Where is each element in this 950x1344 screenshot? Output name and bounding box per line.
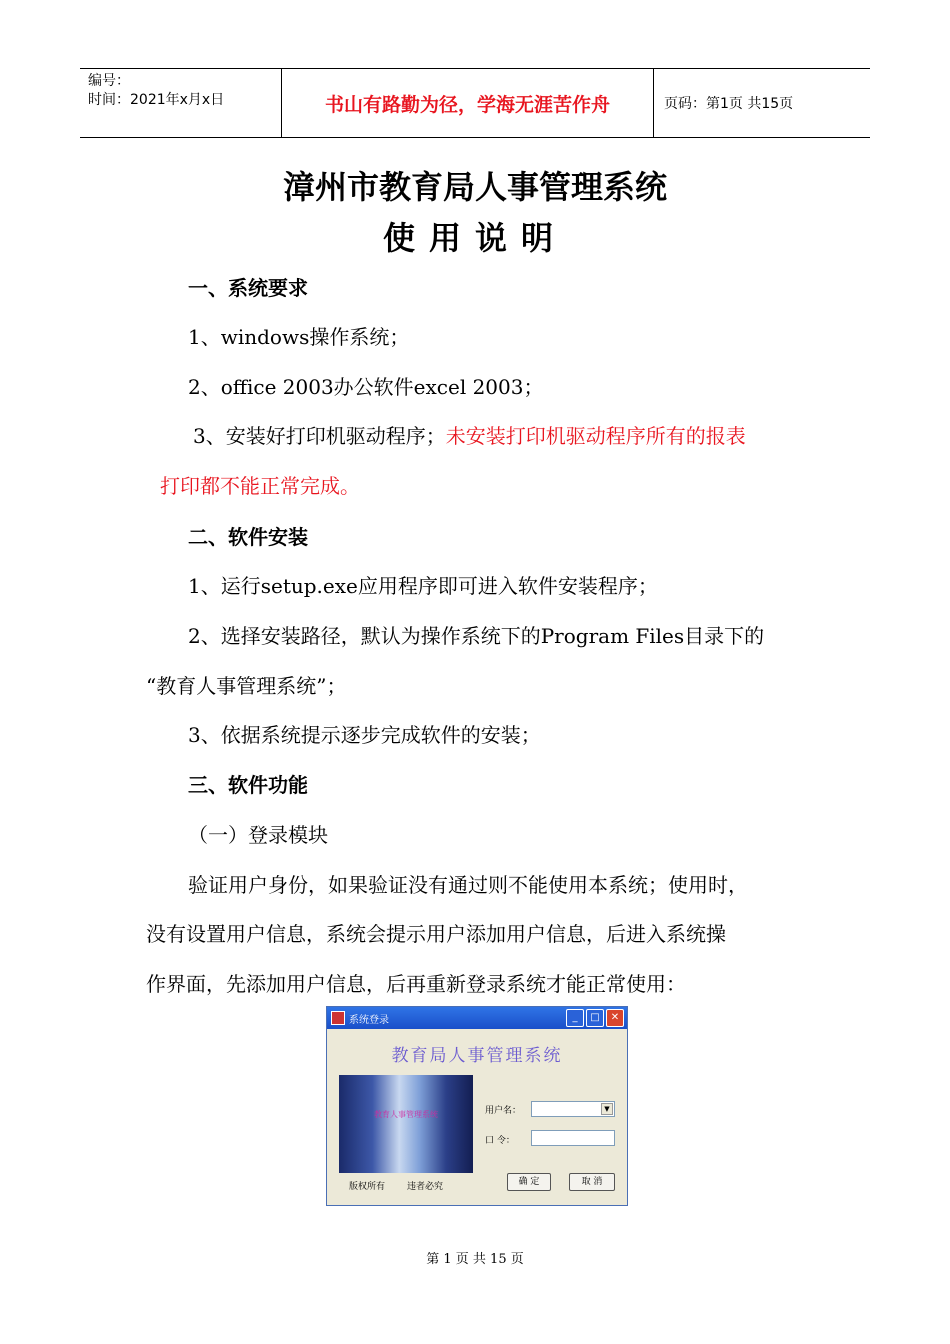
s1-item-1: 1、windows操作系统； <box>188 325 410 349</box>
password-input[interactable] <box>531 1130 615 1146</box>
header-motto: 书山有路勤为径，学海无涯苦作舟 <box>282 69 654 137</box>
s3-para-line-3: 作界面，先添加用户信息，后再重新登录系统才能正常使用： <box>146 972 686 996</box>
s3-para-line-1: 验证用户身份，如果验证没有通过则不能使用本系统；使用时， <box>188 873 748 897</box>
minimize-icon[interactable]: _ <box>566 1009 584 1027</box>
login-window-title: 系统登录 <box>349 1014 389 1026</box>
copyright-text: 版权所有 <box>349 1182 386 1192</box>
s3-subheading-1: （一）登录模块 <box>188 823 328 847</box>
section-3-heading: 三、软件功能 <box>188 773 308 797</box>
s1-item-3-text: 3、安装好打印机驱动程序； <box>193 424 446 448</box>
s1-item-3-warning-cont: 打印都不能正常完成。 <box>160 474 360 498</box>
password-label: 口 令： <box>485 1136 515 1146</box>
header-page-info: 页码：第1页 共15页 <box>664 96 794 112</box>
time-label: 时间：2021年x月x日 <box>88 92 225 108</box>
username-select[interactable] <box>531 1101 615 1117</box>
warning-text: 违者必究 <box>407 1182 444 1192</box>
s2-item-2-cont: “教育人事管理系统”； <box>146 674 347 698</box>
ok-button[interactable]: 确 定 <box>507 1173 551 1191</box>
page-footer: 第 1 页 共 15 页 <box>426 1252 524 1267</box>
username-label: 用户名： <box>485 1106 522 1116</box>
header-table <box>80 68 870 138</box>
s2-item-3: 3、依据系统提示逐步完成软件的安装； <box>188 723 541 747</box>
waterfall-image <box>339 1075 473 1173</box>
section-1-heading: 一、系统要求 <box>188 276 308 300</box>
s1-item-2: 2、office 2003办公软件excel 2003； <box>188 375 544 399</box>
app-icon <box>331 1011 345 1025</box>
section-2-heading: 二、软件安装 <box>188 525 308 549</box>
number-label: 编号： <box>88 73 130 89</box>
s2-item-1: 1、运行setup.exe应用程序即可进入软件安装程序； <box>188 574 658 598</box>
login-heading: 教育局人事管理系统 <box>391 1046 563 1066</box>
doc-title: 漳州市教育局人事管理系统 <box>282 168 667 206</box>
header-meta <box>80 69 282 137</box>
s2-item-2: 2、选择安装路径，默认为操作系统下的Program Files目录下的 <box>188 624 765 648</box>
maximize-icon[interactable]: □ <box>586 1009 604 1027</box>
login-window-screenshot <box>326 1006 628 1206</box>
chevron-down-icon[interactable]: ▼ <box>601 1103 613 1115</box>
photo-caption: 教育人事管理系统 <box>374 1110 438 1119</box>
window-controls <box>566 1009 627 1027</box>
doc-subtitle: 使用说明 <box>382 219 567 257</box>
s3-para-line-2: 没有设置用户信息，系统会提示用户添加用户信息，后进入系统操 <box>146 922 726 946</box>
s1-item-3-warning: 未安装打印机驱动程序所有的报表 <box>445 424 746 448</box>
close-icon[interactable]: ✕ <box>606 1009 624 1027</box>
s1-item-3 <box>193 420 746 449</box>
login-titlebar <box>327 1007 627 1029</box>
cancel-button[interactable]: 取 消 <box>569 1173 615 1191</box>
